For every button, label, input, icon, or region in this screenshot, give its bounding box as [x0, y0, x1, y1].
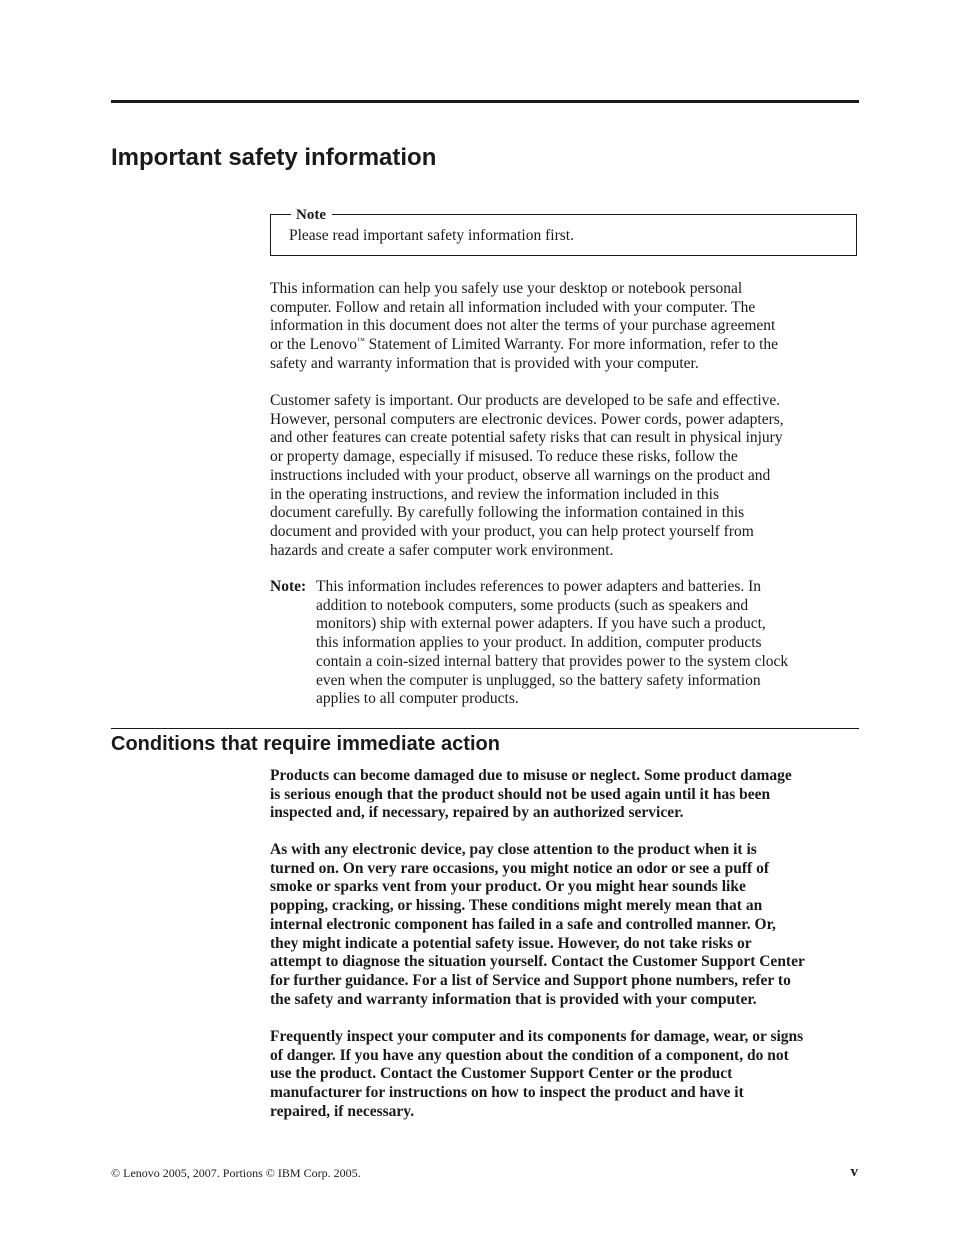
safety-line: and other features can create potential safety risks that can result in physical injury [270, 429, 783, 447]
footer-copyright: © Lenovo 2005, 2007. Portions © IBM Corp. 2005. [111, 1166, 361, 1180]
section-heading: Conditions that require immediate action [111, 733, 500, 755]
intro-paragraph [270, 280, 862, 374]
note-line: This information includes references to power adapters and batteries. In [316, 578, 762, 595]
conditions-line: for further guidance. For a list of Service and Support phone numbers, refer to [270, 971, 791, 989]
intro-line: computer. Follow and retain all information included with your computer. The [270, 298, 756, 316]
note-line: contain a coin-sized internal battery that provides power to the system clock [316, 652, 789, 670]
safety-line: Customer safety is important. Our products are developed to be safe and effective. [270, 392, 781, 409]
conditions-line: Frequently inspect your computer and its components for damage, wear, or signs [270, 1028, 804, 1045]
page-title: Important safety information [111, 144, 437, 171]
safety-line: or property damage, especially if misused. To reduce these risks, follow the [270, 448, 738, 466]
safety-line: document and provided with your product, you can help protect yourself from [270, 522, 754, 540]
top-horizontal-rule [111, 100, 859, 103]
conditions-line: manufacturer for instructions on how to inspect the product and have it [270, 1084, 744, 1102]
conditions-line: the safety and warranty information that is provided with your computer. [270, 990, 757, 1008]
intro-line: safety and warranty information that is provided with your computer. [270, 354, 699, 372]
intro-line4-start: or the Lenovo [270, 336, 357, 354]
note-body [316, 578, 862, 709]
conditions-line: use the product. Contact the Customer Support Center or the product [270, 1065, 733, 1083]
intro-line: This information can help you safely use your desktop or notebook personal [270, 280, 743, 297]
intro-line4-end: Statement of Limited Warranty. For more information, refer to the [364, 336, 779, 354]
intro-line: information in this document does not alter the terms of your purchase agreement [270, 317, 776, 335]
safety-line: document carefully. By carefully following the information contained in this [270, 504, 745, 522]
page-number: v [850, 1164, 858, 1180]
safety-line: in the operating instructions, and review the information included in this [270, 485, 719, 503]
note-line: applies to all computer products. [316, 690, 519, 708]
conditions-line: inspected and, if necessary, repaired by an authorized servicer. [270, 804, 684, 822]
note-box-text: Please read important safety information first. [289, 227, 574, 244]
note-line: this information applies to your product. In addition, computer products [316, 634, 762, 652]
conditions-paragraph-1 [270, 767, 862, 823]
safety-line: instructions included with your product, observe all warnings on the product and [270, 466, 771, 484]
note-box [270, 207, 857, 256]
customer-safety-paragraph [270, 392, 862, 560]
conditions-line: popping, cracking, or hissing. These conditions might merely mean that an [270, 897, 763, 915]
conditions-paragraph-2 [270, 841, 862, 1009]
note-box-label: Note [291, 207, 332, 223]
conditions-paragraph-3 [270, 1028, 862, 1122]
safety-line: However, personal computers are electronic devices. Power cords, power adapters, [270, 410, 784, 428]
conditions-line: As with any electronic device, pay close attention to the product when it is [270, 841, 757, 858]
intro-line [270, 336, 862, 355]
conditions-line: turned on. On very rare occasions, you might notice an odor or see a puff of [270, 859, 769, 877]
note-line: even when the computer is unplugged, so the battery safety information [316, 671, 761, 689]
safety-line: hazards and create a safer computer work environment. [270, 541, 614, 559]
note-label: Note: [270, 578, 307, 595]
trademark-symbol: ™ [356, 336, 365, 346]
conditions-line: is serious enough that the product should not be used again until it has been [270, 785, 771, 803]
conditions-line: internal electronic component has failed in a safe and controlled manner. Or, [270, 915, 776, 933]
conditions-line: repaired, if necessary. [270, 1102, 415, 1120]
conditions-line: of danger. If you have any question about the condition of a component, do not [270, 1046, 789, 1064]
conditions-line: Products can become damaged due to misuse or neglect. Some product damage [270, 767, 792, 784]
note-line: addition to notebook computers, some products (such as speakers and [316, 596, 749, 614]
note-line: monitors) ship with external power adapters. If you have such a product, [316, 615, 766, 633]
conditions-line: they might indicate a potential safety issue. However, do not take risks or [270, 934, 752, 952]
section-rule [111, 728, 859, 729]
conditions-line: attempt to diagnose the situation yourself. Contact the Customer Support Center [270, 953, 805, 971]
conditions-line: smoke or sparks vent from your product. Or you might hear sounds like [270, 878, 746, 896]
